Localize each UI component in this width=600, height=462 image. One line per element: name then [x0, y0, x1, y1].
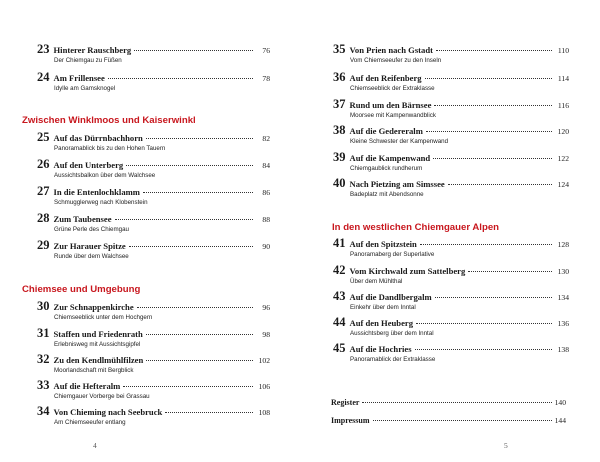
entry-page-number: 128	[557, 240, 569, 249]
toc-entry-29[interactable]	[37, 238, 270, 266]
entry-page-number: 76	[262, 46, 270, 55]
entry-page-number: 84	[262, 161, 270, 170]
entry-page-number: 108	[258, 408, 270, 417]
entry-subtitle: Grüne Perle des Chiemgau	[54, 226, 129, 233]
toc-entry-39[interactable]	[333, 150, 569, 178]
toc-entry-36[interactable]	[333, 70, 569, 98]
toc-entry-35[interactable]	[333, 42, 569, 70]
entry-number: 33	[37, 378, 50, 392]
dot-leader	[436, 49, 552, 51]
toc-entry-33[interactable]	[37, 378, 270, 406]
entry-title: Auf den Heuberg	[349, 318, 414, 328]
dot-leader	[137, 306, 253, 308]
dot-leader	[433, 157, 552, 159]
toc-entry-27[interactable]	[37, 184, 270, 212]
entry-number: 25	[37, 130, 50, 144]
entry-title: Auf die Hefteralm	[53, 381, 121, 391]
entry-title: Von Chieming nach Seebruck	[53, 407, 163, 417]
entry-subtitle: Kleine Schwester der Kampenwand	[350, 138, 449, 145]
entry-number: 41	[333, 236, 346, 250]
toc-entry-40[interactable]	[333, 176, 569, 204]
entry-number: 40	[333, 176, 346, 190]
entry-page-number: 82	[262, 134, 270, 143]
entry-title: Zur Schnappenkirche	[53, 302, 134, 312]
dot-leader	[146, 137, 253, 139]
entry-number: 28	[37, 211, 50, 225]
toc-entry-impressum[interactable]	[331, 415, 566, 427]
toc-entry-30[interactable]	[37, 299, 270, 327]
dot-leader	[373, 419, 552, 421]
entry-page-number: 138	[557, 345, 569, 354]
entry-title: Hinterer Rauschberg	[53, 45, 132, 55]
entry-page-number: 78	[262, 74, 270, 83]
entry-number: 24	[37, 70, 50, 84]
entry-number: 23	[37, 42, 50, 56]
entry-number: 29	[37, 238, 50, 252]
entry-title: In die Entenlochklamm	[53, 187, 140, 197]
toc-entry-31[interactable]	[37, 326, 270, 354]
dot-leader	[146, 359, 253, 361]
dot-leader	[362, 401, 551, 403]
dot-leader	[435, 296, 552, 298]
entry-subtitle: Am Chiemseeufer entlang	[54, 419, 126, 426]
entry-page-number: 124	[557, 180, 569, 189]
entry-subtitle: Panoramablick bis zu den Hohen Tauern	[54, 145, 166, 152]
entry-number: 42	[333, 263, 346, 277]
entry-title: Von Prien nach Gstadt	[349, 45, 433, 55]
entry-page-number: 114	[557, 74, 569, 83]
entry-title: Zu den Kendlmühlfilzen	[53, 355, 144, 365]
toc-entry-23[interactable]	[37, 42, 270, 70]
entry-page-number: 116	[557, 101, 569, 110]
entry-number: 34	[37, 404, 50, 418]
entry-number: 39	[333, 150, 346, 164]
entry-title: Zum Taubensee	[53, 214, 112, 224]
entry-number: 43	[333, 289, 346, 303]
entry-title: Register	[331, 398, 360, 407]
entry-subtitle: Panoramablick der Extraklasse	[350, 356, 436, 363]
toc-entry-45[interactable]	[333, 341, 569, 369]
entry-title: Auf die Gedereralm	[349, 126, 423, 136]
entry-title: Am Frillensee	[53, 73, 105, 83]
entry-subtitle: Schmugglerweg nach Klobenstein	[54, 199, 148, 206]
toc-entry-44[interactable]	[333, 315, 569, 343]
entry-title: Auf den Reifenberg	[349, 73, 422, 83]
entry-subtitle: Erlebnisweg mit Aussichtsgipfel	[54, 341, 141, 348]
dot-leader	[165, 411, 253, 413]
toc-entry-42[interactable]	[333, 263, 569, 291]
entry-page-number: 140	[554, 398, 566, 407]
toc-entry-38[interactable]	[333, 123, 569, 151]
entry-number: 30	[37, 299, 50, 313]
entry-title: Nach Pietzing am Simssee	[349, 179, 445, 189]
entry-page-number: 106	[258, 382, 270, 391]
entry-page-number: 110	[557, 46, 569, 55]
section-heading-winklmoos: Zwischen Winklmoos und Kaiserwinkl	[22, 115, 196, 126]
entry-title: Zur Harauer Spitze	[53, 241, 126, 251]
entry-subtitle: Chiemseeblick der Extraklasse	[350, 85, 435, 92]
entry-page-number: 120	[557, 127, 569, 136]
entry-title: Staffen und Friedenrath	[53, 329, 143, 339]
dot-leader	[115, 218, 253, 220]
toc-entry-25[interactable]	[37, 130, 270, 158]
page-number-right: 5	[504, 441, 508, 450]
entry-number: 44	[333, 315, 346, 329]
entry-subtitle: Badeplatz mit Abendsonne	[350, 191, 424, 198]
entry-page-number: 86	[262, 188, 270, 197]
section-heading-chiemsee: Chiemsee und Umgebung	[22, 284, 141, 295]
entry-subtitle: Der Chiemgau zu Füßen	[54, 57, 122, 64]
entry-subtitle: Moorlandschaft mit Bergblick	[54, 367, 134, 374]
entry-page-number: 98	[262, 330, 270, 339]
dot-leader	[129, 245, 253, 247]
entry-number: 37	[333, 97, 346, 111]
toc-entry-24[interactable]	[37, 70, 270, 98]
entry-page-number: 144	[554, 416, 566, 425]
toc-entry-26[interactable]	[37, 157, 270, 185]
dot-leader	[123, 385, 253, 387]
entry-title: Vom Kirchwald zum Sattelberg	[349, 266, 466, 276]
toc-entry-32[interactable]	[37, 352, 270, 380]
entry-page-number: 134	[557, 293, 569, 302]
dot-leader	[126, 164, 253, 166]
dot-leader	[134, 49, 253, 51]
entry-subtitle: Runde über dem Walchsee	[54, 253, 129, 260]
entry-subtitle: Über dem Mühlthal	[350, 278, 403, 285]
entry-title: Auf die Kampenwand	[349, 153, 431, 163]
dot-leader	[434, 104, 552, 106]
toc-entry-37[interactable]	[333, 97, 569, 125]
entry-subtitle: Panoramaberg der Superlative	[350, 251, 435, 258]
dot-leader	[415, 348, 552, 350]
toc-entry-41[interactable]	[333, 236, 569, 264]
entry-title: Rund um den Bärnsee	[349, 100, 432, 110]
entry-page-number: 136	[557, 319, 569, 328]
entry-subtitle: Chiemgauer Vorberge bei Grassau	[54, 393, 150, 400]
dot-leader	[420, 243, 552, 245]
entry-page-number: 102	[258, 356, 270, 365]
entry-page-number: 130	[557, 267, 569, 276]
entry-title: Auf den Unterberg	[53, 160, 124, 170]
dot-leader	[425, 77, 552, 79]
entry-subtitle: Idylle am Gamsknogel	[54, 85, 116, 92]
entry-page-number: 88	[262, 215, 270, 224]
page-number-left: 4	[93, 441, 97, 450]
toc-entry-43[interactable]	[333, 289, 569, 317]
entry-number: 35	[333, 42, 346, 56]
dot-leader	[416, 322, 552, 324]
entry-number: 38	[333, 123, 346, 137]
entry-title: Auf die Hochries	[349, 344, 412, 354]
toc-entry-register[interactable]	[331, 397, 566, 409]
entry-title: Auf die Dandlbergalm	[349, 292, 432, 302]
entry-page-number: 90	[262, 242, 270, 251]
right-page	[300, 0, 600, 462]
toc-entry-28[interactable]	[37, 211, 270, 239]
entry-title: Impressum	[331, 416, 370, 425]
entry-page-number: 122	[557, 154, 569, 163]
dot-leader	[146, 333, 253, 335]
entry-subtitle: Aussichtsbalkon über dem Walchsee	[54, 172, 156, 179]
entry-subtitle: Chiemseeblick unter dem Hochgern	[54, 314, 153, 321]
dot-leader	[108, 77, 253, 79]
entry-subtitle: Chiemgaublick rundherum	[350, 165, 423, 172]
dot-leader	[143, 191, 253, 193]
entry-page-number: 96	[262, 303, 270, 312]
entry-subtitle: Einkehr über dem Inntal	[350, 304, 416, 311]
entry-subtitle: Aussichtsberg über dem Inntal	[350, 330, 434, 337]
entry-title: Auf den Spitzstein	[349, 239, 417, 249]
entry-number: 26	[37, 157, 50, 171]
entry-title: Auf das Dürrnbachhorn	[53, 133, 143, 143]
section-heading-westliche-alpen: In den westlichen Chiemgauer Alpen	[332, 222, 500, 233]
entry-number: 36	[333, 70, 346, 84]
entry-number: 31	[37, 326, 50, 340]
entry-subtitle: Moorsee mit Kampenwandblick	[350, 112, 436, 119]
entry-number: 32	[37, 352, 50, 366]
dot-leader	[426, 130, 552, 132]
dot-leader	[468, 270, 552, 272]
entry-number: 27	[37, 184, 50, 198]
dot-leader	[448, 183, 552, 185]
entry-number: 45	[333, 341, 346, 355]
toc-entry-34[interactable]	[37, 404, 270, 432]
entry-subtitle: Vom Chiemseeufer zu den Inseln	[350, 57, 442, 64]
